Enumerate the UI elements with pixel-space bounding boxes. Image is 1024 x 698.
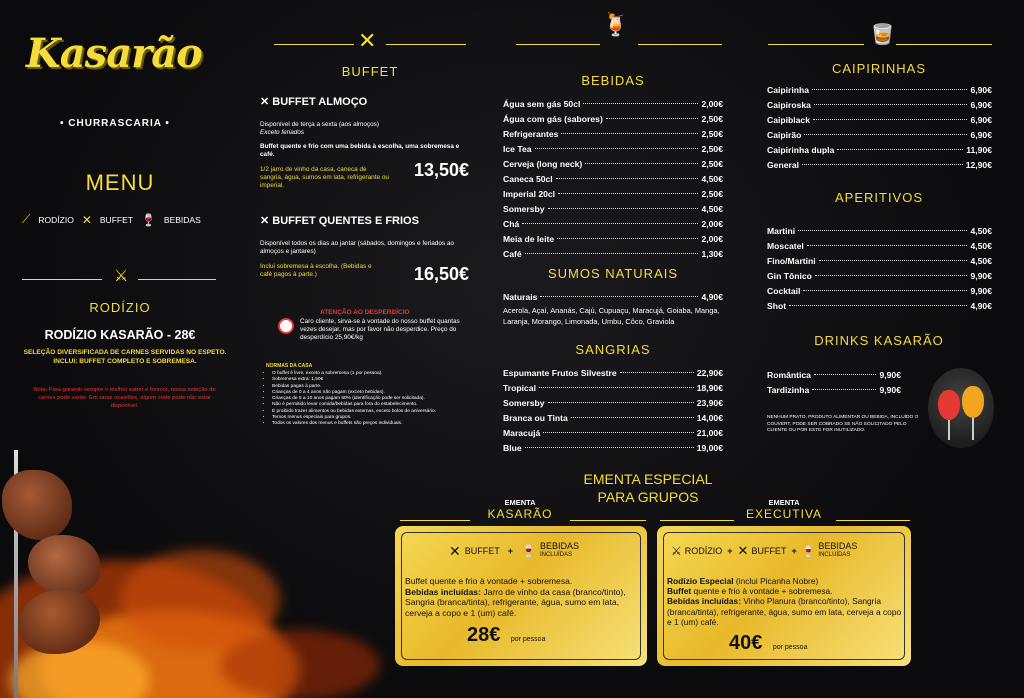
ementa-label-big: KASARÃO [487,507,553,521]
bebida-row: Chá 2,00€ [503,219,723,229]
caipirinhas-list [767,83,992,173]
brand-tagline: • CHURRASCARIA • [60,118,170,129]
divider [274,44,354,45]
caipirinhas-title: CAIPIRINHAS [831,61,927,76]
sangria-row: Branca ou Tinta 14,00€ [503,413,723,423]
plus-icon: + [727,546,733,556]
buffet-quentes-days: Disponível todos os dias ao jantar (sábados, domingos e feriados ao almoços e jantares) [260,240,454,255]
bebida-row: Cerveja (long neck) 2,50€ [503,159,723,169]
brand-logo: Kasarão [26,30,202,77]
buffet-almoco-days: Disponível de terça a sexta (aos almoços) [260,121,379,128]
tag-bebidas: BEBIDAS [818,541,858,551]
card-desc [405,576,637,618]
drink-glass-icon: 🥃 [870,24,895,46]
divider [386,44,466,45]
card-price [467,624,545,647]
drinks-title: DRINKS KASARÃO [814,333,944,348]
card-desc-text: (inclui Picanha Nobre) [733,576,819,586]
cutlery-icon: ✕ [81,212,92,227]
caipirinha-row: Caipiblack 6,90€ [767,115,992,125]
plus-icon: + [507,546,513,556]
category-list [22,212,201,227]
category-bebidas: BEBIDAS [163,214,201,225]
sangria-row: Tropical 18,90€ [503,383,723,393]
drink-row: Romântica 9,90€ [767,370,901,380]
divider [638,44,722,45]
ementa-kasarao-label [470,498,570,521]
wine-icon: 🍷 [521,544,536,558]
aperitivo-row: Shot 4,90€ [767,301,992,311]
aperitivo-row: Martini 4,50€ [767,226,992,236]
caipirinha-row: General 12,90€ [767,160,992,170]
sangria-row: Maracujá 21,00€ [503,428,723,438]
bebida-row: Meia de leite 2,00€ [503,234,723,244]
rodizio-desc: SELEÇÃO DIVERSIFICADA DE CARNES SERVIDAS NO ESPETO. INCLUI: BUFFET COMPLETO E SOBREMESA. [23,349,227,365]
divider [768,44,864,45]
bebida-row: Água com gás (sabores) 2,50€ [503,114,723,124]
divider [570,520,646,521]
cutlery-icon: ✕ [260,96,273,108]
sangria-row: Espumante Frutos Silvestre 22,90€ [503,368,723,378]
ementa-label-small: EMENTA [504,498,536,507]
rule-item: • Todos os valores dos menus e buffets são preços individuais. [272,421,472,427]
bebida-row: Refrigerantes 2,50€ [503,129,723,139]
cutlery-icon: ✕ [358,28,377,53]
sangria-row: Blue 19,00€ [503,443,723,453]
grupos-title-line2: PARA GRUPOS [597,489,699,505]
rodizio-note: Nota: Para garantir sempre o melhor sabor e frescor, nossa seleção de carnes pode variar. Em raras ocasiões, algum corte pode não estar disponível. [33,387,216,409]
aperitivos-list [767,224,992,314]
rule-item: • Bebidas pagas à parte. [272,384,472,390]
sangrias-list [503,366,723,456]
bebida-row: Café 1,30€ [503,249,723,259]
caipirinha-row: Caipirão 6,90€ [767,130,992,140]
buffet-almoco-drinks: 1/2 jarro de vinho da casa, caneca de sangria, água, sumos em lata, refrigerante ou imperial. [260,166,389,189]
bebidas-title: BEBIDAS [581,73,645,88]
rules-title: NORMAS DA CASA [266,363,313,369]
price-per: por pessoa [510,636,546,643]
rule-item: • Crianças de 0 a 4 anos não pagam (exceto bebidas). [272,390,472,396]
ementa-label-big: EXECUTIVA [745,507,823,521]
group-card-kasarao [395,526,647,666]
divider [22,279,102,280]
sumos-flavours: Acerola, Açaí, Ananás, Cajú, Cupuaçu, Maracujá, Goiaba, Manga, Laranja, Morango, Limonada, Umbu, Côco, Graviola [503,306,720,326]
grupos-title [548,470,748,506]
rule-item: • É proibido trazer alimentos ou bebidas externas, exceto bolos de aniversário. [272,409,472,415]
aperitivo-row: Fino/Martini 4,50€ [767,256,992,266]
grupos-title-line1: EMENTA ESPECIAL [583,471,713,487]
tag-rodizio: RODÍZIO [684,546,723,556]
card-tags [449,542,579,560]
wine-icon: 🍷 [801,545,816,558]
tag-bebidas-sub: INCLUÍDAS [539,552,572,558]
waste-warning-text: Caro cliente, sirva-se à vontade do nosso buffet quantas vezes desejar, mas por favor não desperdice. Preço do desperdício 25,90€/kg [300,318,460,341]
bebida-row: Caneca 50cl 4,50€ [503,174,723,184]
tag-bebidas-sub: INCLUÍDAS [818,552,851,558]
buffet-almoco-price: 13,50€ [414,160,470,180]
card-desc-bold: Buffet [667,586,692,597]
divider [896,44,992,45]
menu-title: MENU [85,170,155,195]
cutlery-icon: ✕ [260,215,273,227]
group-card-executiva [657,526,911,666]
rule-item: • O buffet é livre, exceto a sobremesa (1 por pessoa). [272,371,472,377]
plus-icon: + [791,546,797,556]
cocktail-icon: 🍹 [602,12,630,37]
buffet-almoco-except: Exceto feriados [260,129,305,136]
bebida-row: Ice Tea 2,50€ [503,144,723,154]
caipirinha-row: Caipiroska 6,90€ [767,100,992,110]
buffet-title: BUFFET [341,64,399,79]
caipirinha-row: Caipirinha dupla 11,90€ [767,145,992,155]
bebida-row: Somersby 4,50€ [503,204,723,214]
card-desc [667,576,903,627]
drink-row: Tardizinha 9,90€ [767,385,901,395]
price-value: 28€ [467,624,501,646]
buffet-almoco-desc: Buffet quente e frio com uma bebida à escolha, uma sobremesa e café. [260,143,460,158]
tag-buffet: BUFFET [751,546,787,556]
drinks-photo [928,368,994,448]
divider [400,520,470,521]
buffet-almoco-heading: ✕ BUFFET ALMOÇO [260,96,368,108]
rule-item: • Não é permitido levar comida/bebidas para fora do estabelecimento. [272,402,472,408]
rule-item: • Crianças de 5 a 10 anos pagam 50% (identificação pode ser solicitada). [272,396,472,402]
sangria-row: Somersby 23,90€ [503,398,723,408]
rodizio-title: RODÍZIO [89,300,151,315]
card-desc-bold: Bebidas incluídas: [405,586,481,597]
sumos-row: Naturais 4,90€ [503,292,723,302]
caipirinha-row: Caipirinha 6,90€ [767,85,992,95]
divider [836,520,910,521]
aperitivo-row: Cocktail 9,90€ [767,286,992,296]
drinks-list [767,368,901,398]
card-desc-line2: Jarro de vinho da casa (branco/tinto), Sangria (branca/tinta), refrigerante, água, sumo em lata, cerveja a copo e 1 (um) café. [405,586,626,618]
aperitivo-row: Moscatel 4,50€ [767,241,992,251]
sangrias-title: SANGRIAS [575,342,651,357]
price-per: por pessoa [772,644,808,651]
card-desc-line1: Buffet quente e frio à vontade + sobremesa. [405,576,573,586]
ementa-label-small: EMENTA [768,498,800,507]
card-desc-text: Vinho Planura (branco/tinto), Sangria (branca/tinta), refrigerante, água, sumo em lata, cerveja a copo e 1 (um) café. [667,596,902,627]
cutlery-icon: ✕ [449,542,461,559]
drinks-note: NENHUM PRATO, PRODUTO ALIMENTAR OU BEBIDA, INCLUÍDO O COUVERT, PODE SER COBRADO SE NÃO SOLICITADO PELO CLIENTE OU POR ESTE FOR INUTILIZADO. [767,415,919,433]
fire-background [0,440,400,698]
buffet-quentes-heading: ✕ BUFFET QUENTES E FRIOS [260,215,419,227]
price-value: 40€ [729,632,763,654]
sumos-title: SUMOS NATURAIS [547,266,679,281]
tag-buffet: BUFFET [464,546,500,556]
no-waste-icon [278,318,294,334]
card-desc-bold: Rodízio Especial [667,576,734,586]
rodizio-heading: RODÍZIO KASARÃO - 28€ [44,328,196,342]
ementa-executiva-label [734,498,834,521]
category-rodizio: RODÍZIO [38,214,74,225]
glass-icon: 🍷 [140,212,156,227]
rule-item: • Sobremesa extra: 1,50€ [272,377,472,383]
waste-warning-title: ATENÇÃO AO DESPERDÍCIO [320,309,410,316]
card-price [729,632,807,655]
rules-list [272,371,472,428]
buffet-quentes-includes: Inclui sobremesa à escolha. (Bebidas e café pagos à parte.) [260,263,372,278]
cutlery-icon: ✕ [737,543,749,558]
skewer-icon: ⟋ [22,212,31,226]
divider [138,279,216,280]
card-desc-bold: Bebidas incluídas: [667,596,741,607]
buffet-quentes-price: 16,50€ [414,264,470,284]
bebida-row: Água sem gás 50cl 2,00€ [503,99,723,109]
bebidas-list [503,97,723,262]
aperitivos-title: APERITIVOS [834,190,924,205]
divider [660,520,734,521]
tag-bebidas: BEBIDAS [539,541,579,551]
bebida-row: Imperial 20cl 2,50€ [503,189,723,199]
skewer-icon: ⚔ [114,268,129,285]
card-desc-text: quente e frio à vontade + sobremesa. [691,586,833,597]
skewer-icon: ⚔ [671,544,682,558]
category-buffet: BUFFET [99,214,133,225]
card-tags [671,542,857,560]
rule-item: • Temos menus especiais para grupos. [272,415,472,421]
aperitivo-row: Gin Tônico 9,90€ [767,271,992,281]
divider [516,44,600,45]
